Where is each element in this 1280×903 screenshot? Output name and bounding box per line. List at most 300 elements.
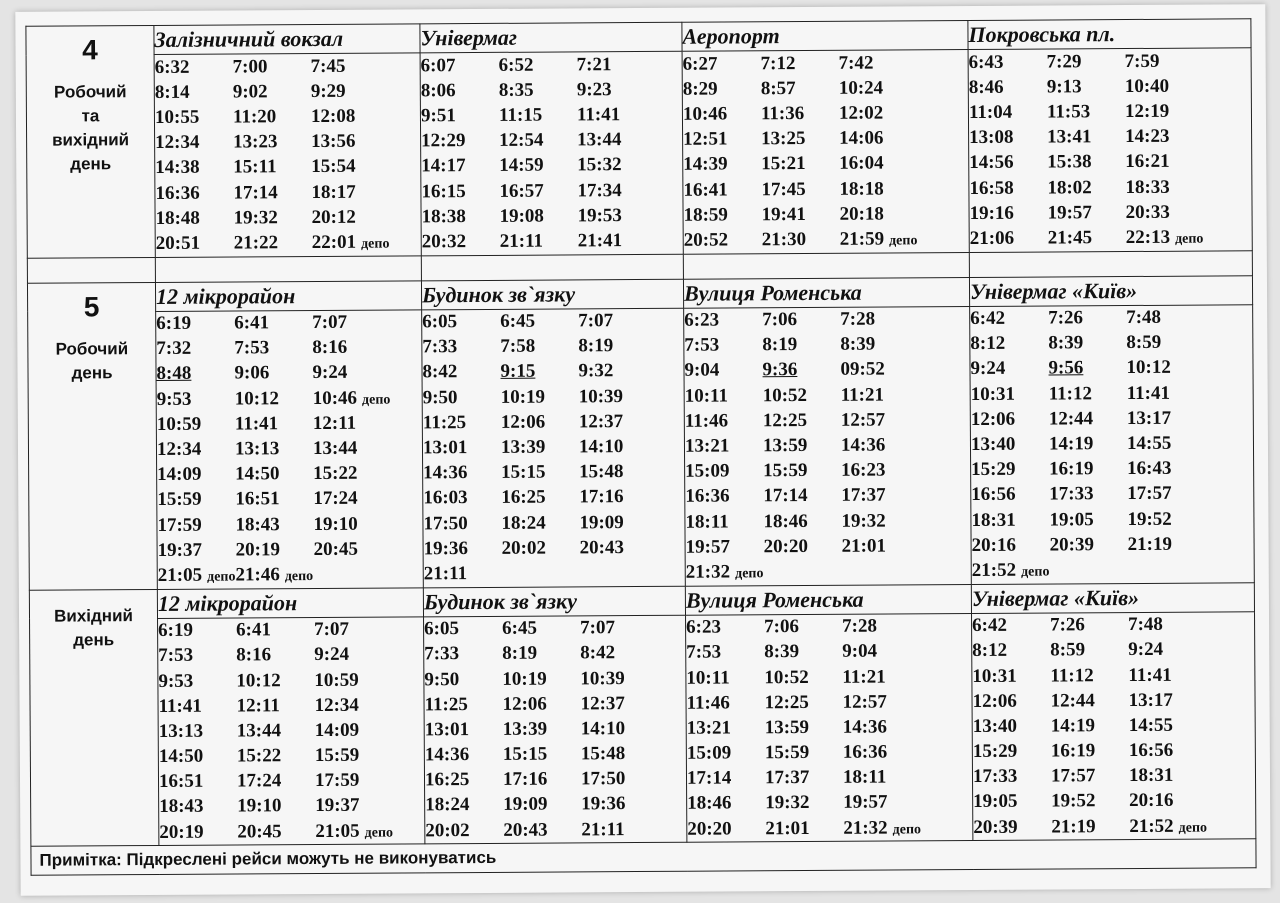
departure-time: 9:36 (762, 359, 798, 381)
departure-time: 12:06 (970, 408, 1016, 430)
departure-time: 17:59 (157, 514, 202, 536)
departure-time: 12:29 (421, 130, 466, 152)
departure-time: 9:24 (1128, 639, 1164, 661)
departure-time: 11:21 (840, 384, 885, 406)
departure-time: 8:46 (968, 76, 1004, 98)
departure-time: 19:10 (313, 513, 358, 535)
departure-time: 18:46 (763, 510, 808, 532)
stop-name: Вулиця Роменська (683, 277, 969, 308)
time-row (685, 458, 970, 485)
departure-time: 18:11 (685, 511, 729, 533)
departure-time: 8:16 (312, 337, 348, 359)
time-row (156, 204, 421, 231)
departure-time: 13:21 (686, 717, 732, 739)
departure-time: 7:42 (838, 52, 874, 74)
departure-time: 13:44 (577, 129, 622, 151)
time-row (421, 102, 682, 129)
time-row (424, 535, 685, 562)
departure-time: 9:53 (156, 388, 192, 410)
departure-time: 15:29 (971, 458, 1016, 481)
time-row (683, 50, 968, 77)
route-number: 5 (83, 290, 100, 322)
departure-time: 11:53 (1046, 101, 1091, 123)
departure-times (682, 50, 969, 254)
departure-time: 13:40 (970, 433, 1016, 456)
departure-time: 18:31 (1128, 765, 1174, 787)
departure-time: 7:53 (234, 337, 270, 359)
time-row (423, 485, 684, 512)
departure-time: 18:38 (421, 205, 466, 228)
departure-time: 10:59 (314, 669, 359, 691)
departure-time: 11:12 (1048, 382, 1093, 405)
departure-time: 7:48 (1128, 613, 1163, 636)
depot-mark: депо (1021, 564, 1050, 580)
time-row (421, 203, 682, 230)
departure-time: 12:02 (838, 102, 884, 124)
stop-name: Залізничний вокзал (154, 24, 420, 55)
departure-time: 16:56 (1128, 739, 1174, 762)
departure-time: 19:37 (157, 539, 202, 561)
departure-time: 11:46 (684, 410, 729, 432)
route-number (30, 598, 157, 599)
departure-time: 12:19 (1124, 100, 1170, 123)
departure-time: 7:00 (232, 55, 268, 78)
departure-time: 6:43 (968, 51, 1004, 73)
time-row (422, 308, 683, 335)
departure-time: 11:04 (968, 101, 1013, 123)
departure-time: 11:12 (1050, 664, 1094, 687)
departure-time: 13:44 (236, 720, 282, 742)
departure-time: 14:56 (969, 152, 1014, 174)
note-row (31, 839, 1256, 875)
departure-time: 11:25 (422, 411, 467, 434)
departure-time: 19:05 (973, 791, 1018, 813)
time-row (686, 689, 971, 716)
departure-time: 21:45 (1047, 227, 1093, 249)
time-row (156, 310, 421, 337)
depot-mark: депо (207, 569, 236, 585)
time-row (423, 510, 684, 537)
time-row (970, 305, 1252, 332)
departure-time: 13:44 (312, 437, 358, 460)
depot-mark: депо (361, 236, 390, 252)
departure-time: 20:02 (501, 537, 546, 559)
spacer-cell (155, 255, 421, 282)
departure-time: 18:18 (839, 178, 884, 200)
departure-time: 19:05 (1049, 508, 1094, 531)
departure-time: 6:42 (972, 614, 1007, 637)
departure-time: 7:33 (422, 336, 458, 358)
departure-time: 6:41 (236, 619, 271, 641)
time-row (686, 639, 971, 666)
time-row (424, 640, 685, 667)
departure-time: 19:32 (765, 792, 810, 814)
departure-time: 11:41 (158, 695, 202, 717)
departure-time: 10:12 (1126, 357, 1171, 379)
departure-time: 8:39 (1048, 332, 1084, 354)
time-row (970, 355, 1252, 382)
time-row (425, 792, 686, 819)
stop-name: Універмаг «Київ» (969, 275, 1252, 306)
time-row (970, 225, 1252, 252)
departure-time: 9:24 (970, 358, 1006, 380)
stop-name: Будинок зв`язку (423, 586, 685, 617)
departure-time: 13:01 (422, 437, 468, 459)
departure-times (420, 51, 683, 255)
schedule-paper (15, 4, 1270, 896)
departure-times (684, 306, 972, 586)
departure-time: 7:26 (1048, 307, 1084, 329)
departure-time: 21:22 (233, 232, 279, 254)
departure-time: 8:59 (1050, 639, 1086, 661)
departure-time: 18:17 (311, 181, 356, 203)
time-row (422, 333, 683, 360)
time-row (425, 766, 686, 793)
departure-time: 20:33 (1125, 201, 1170, 223)
stop-name: 12 мікрорайон (157, 587, 423, 618)
departure-time: 21:01 (841, 535, 886, 557)
departure-time: 7:28 (842, 615, 877, 637)
time-row (425, 817, 686, 844)
departure-time: 14:50 (235, 463, 280, 485)
departure-time: 15:22 (313, 462, 358, 485)
departure-time: 10:40 (1124, 75, 1170, 97)
departure-time: 6:23 (686, 616, 721, 638)
departure-times (422, 308, 686, 588)
time-row (973, 813, 1255, 840)
departure-time: 8:16 (236, 644, 272, 666)
departure-time: 7:45 (310, 55, 346, 77)
departure-time: 17:14 (686, 767, 732, 790)
departure-time: 21:52 депо (971, 559, 1050, 581)
departure-time: 9:50 (424, 668, 460, 690)
departure-time: 8:19 (578, 335, 614, 357)
departure-time: 17:33 (972, 766, 1018, 788)
spacer-cell (969, 250, 1252, 277)
spacer-cell (683, 252, 969, 279)
time-row (421, 178, 682, 205)
depot-mark: депо (361, 392, 391, 408)
time-row (157, 385, 422, 412)
departure-time: 6:19 (158, 619, 193, 642)
departure-time: 12:08 (310, 105, 356, 127)
departure-time: 19:57 (685, 536, 730, 558)
time-row (685, 407, 970, 434)
departure-time: 6:45 (502, 617, 537, 640)
day-type (27, 80, 155, 177)
times-row (30, 611, 1256, 846)
departure-time: 21:32 депо (843, 817, 922, 839)
departure-time: 6:41 (234, 312, 270, 334)
departure-time: 7:32 (156, 338, 192, 360)
departure-time: 7:07 (314, 618, 349, 641)
time-row (421, 153, 682, 180)
departure-time: 20:20 (763, 535, 808, 558)
departure-time: 19:08 (499, 205, 544, 227)
times-row (26, 48, 1252, 258)
stop-name: Аеропорт (682, 21, 968, 52)
departure-time: 13:13 (234, 438, 280, 460)
day-type-word: вихідний (52, 130, 130, 150)
departure-time: 9:32 (578, 360, 614, 382)
departure-time: 6:07 (420, 54, 456, 76)
time-row (684, 226, 969, 253)
route-cell (27, 282, 157, 590)
departure-time: 20:45 (313, 538, 358, 560)
departure-time: 14:19 (1048, 433, 1094, 455)
time-row (425, 716, 686, 743)
departure-time: 8:48 (156, 363, 192, 385)
departure-time: 11:46 (686, 692, 730, 714)
time-row (158, 537, 423, 564)
day-type-word: день (70, 154, 112, 174)
departure-time: 12:34 (314, 694, 359, 716)
time-row (155, 179, 420, 206)
departure-time: 8:06 (420, 79, 456, 102)
time-row (686, 558, 971, 585)
departure-time: 9:02 (232, 81, 268, 103)
day-type-word: Робочий (53, 82, 127, 102)
departure-time: 14:17 (421, 155, 466, 177)
time-row (683, 126, 968, 153)
departure-time: 10:52 (764, 666, 809, 688)
departure-time: 13:39 (500, 436, 546, 458)
time-row (157, 486, 422, 513)
departure-time: 9:24 (314, 644, 350, 666)
departure-time: 7:26 (1050, 614, 1085, 636)
departure-time: 8:14 (154, 81, 190, 103)
departure-time: 10:31 (972, 665, 1017, 687)
departure-time: 16:19 (1050, 740, 1096, 762)
departure-time: 17:24 (313, 488, 358, 510)
time-row (683, 75, 968, 102)
time-row (155, 53, 420, 80)
departure-time: 8:19 (762, 334, 798, 356)
time-row (969, 149, 1251, 176)
time-row (683, 151, 968, 178)
depot-mark: депо (284, 568, 314, 585)
departure-time: 14:36 (842, 716, 888, 738)
departure-time: 13:40 (972, 715, 1018, 737)
departure-time: 15:15 (502, 743, 548, 765)
departure-time: 14:55 (1126, 432, 1172, 455)
departure-time: 18:43 (235, 513, 280, 536)
departure-time: 10:55 (154, 106, 200, 128)
departure-time: 14:39 (683, 153, 728, 176)
departure-time: 20:39 (973, 816, 1018, 838)
time-row (156, 335, 421, 362)
departure-times (972, 611, 1256, 840)
departure-time: 14:38 (155, 157, 200, 179)
departure-time: 20:39 (1049, 534, 1094, 556)
departure-time: 19:32 (841, 510, 886, 532)
time-row (684, 307, 969, 334)
departure-time: 16:51 (158, 770, 204, 793)
departure-time: 19:09 (503, 794, 548, 816)
departure-time: 14:09 (157, 463, 202, 486)
departure-time: 20:43 (579, 536, 624, 559)
departure-time: 16:41 (683, 179, 728, 201)
time-row (971, 456, 1253, 483)
departure-time: 12:57 (840, 409, 886, 431)
departure-time: 12:37 (578, 410, 624, 433)
stop-name: 12 мікрорайон (155, 280, 421, 311)
departure-time: 12:44 (1048, 408, 1094, 430)
departure-time: 21:32 депо (685, 561, 764, 583)
departure-time: 16:56 (971, 484, 1016, 506)
departure-time: 15:09 (686, 742, 732, 764)
departure-time: 7:06 (762, 309, 798, 331)
time-row (423, 384, 684, 411)
time-row (684, 332, 969, 359)
departure-time: 10:46 (682, 103, 728, 125)
departure-time: 16:51 (235, 488, 280, 510)
departure-time: 9:51 (420, 105, 456, 127)
day-type-word: день (71, 362, 113, 382)
stop-name: Вулиця Роменська (685, 584, 971, 615)
time-row (424, 560, 685, 587)
departure-time: 17:37 (841, 484, 886, 507)
time-row (973, 738, 1255, 765)
departure-time: 21:11 (581, 818, 625, 841)
time-row (972, 687, 1254, 714)
departure-times (156, 309, 424, 589)
time-row (685, 382, 970, 409)
route-cell (26, 25, 155, 257)
departure-time: 16:57 (499, 180, 544, 202)
day-type-word: Вихідний (54, 605, 133, 626)
time-row (687, 790, 972, 817)
departure-time: 19:52 (1127, 508, 1172, 530)
departure-time: 15:59 (314, 744, 360, 767)
departure-time: 7:07 (312, 311, 348, 334)
departure-time: 20:18 (839, 203, 884, 225)
stop-name: Покровська пл. (968, 19, 1251, 50)
departure-time: 14:06 (839, 127, 884, 149)
departure-time: 11:41 (1126, 382, 1171, 404)
departure-time: 19:36 (423, 537, 468, 560)
departure-time: 12:25 (764, 691, 809, 713)
time-row (970, 330, 1252, 357)
departure-time: 6:32 (154, 56, 190, 78)
departure-time: 16:04 (839, 152, 884, 175)
time-row (972, 612, 1254, 639)
time-row (156, 230, 421, 257)
departure-time: 7:12 (760, 52, 796, 74)
time-row (156, 360, 421, 387)
departure-time: 11:20 (232, 106, 277, 128)
departure-time: 21:41 (577, 230, 623, 252)
departure-time: 11:41 (234, 413, 279, 435)
departure-times (154, 53, 421, 257)
time-row (683, 176, 968, 203)
time-row (969, 48, 1251, 75)
route-cell (29, 589, 159, 846)
departure-time: 16:03 (423, 487, 468, 509)
departure-time: 19:32 (233, 206, 278, 229)
route-number: 4 (82, 34, 98, 66)
departure-time: 6:19 (156, 312, 192, 335)
departure-time: 19:52 (1051, 790, 1096, 812)
time-row (686, 664, 971, 691)
time-row (155, 129, 420, 156)
departure-time: 19:09 (579, 511, 624, 533)
departure-time: 15:32 (577, 154, 622, 176)
departure-time: 21:11 (423, 563, 468, 585)
time-row (971, 431, 1253, 458)
time-row (157, 461, 422, 488)
departure-time: 15:54 (311, 156, 356, 178)
departure-time: 9:29 (310, 80, 346, 102)
departure-times (158, 616, 425, 845)
departure-time: 8:29 (682, 78, 718, 100)
day-type-word: Робочий (55, 338, 129, 359)
time-row (683, 100, 968, 127)
departure-time: 15:29 (972, 740, 1018, 763)
departure-time: 7:33 (424, 643, 460, 665)
departure-time: 15:59 (763, 460, 808, 482)
departure-time: 19:36 (581, 793, 626, 815)
departure-time: 17:50 (423, 512, 468, 534)
time-row (685, 483, 970, 510)
departure-time: 15:38 (1047, 151, 1092, 173)
departure-time: 7:07 (578, 310, 614, 332)
time-row (973, 788, 1255, 815)
day-type-word: день (73, 629, 115, 650)
departure-time: 19:10 (237, 795, 282, 817)
departure-time: 9:04 (842, 640, 878, 663)
departure-time: 15:22 (236, 745, 282, 767)
departure-time: 19:53 (577, 204, 622, 227)
departure-time: 9:53 (158, 670, 194, 692)
time-row (158, 667, 423, 694)
departure-times (968, 48, 1252, 252)
departure-time: 18:31 (971, 509, 1016, 531)
departure-time: 21:19 (1127, 533, 1172, 555)
departure-time: 8:35 (498, 79, 534, 101)
departure-time: 15:48 (580, 743, 626, 765)
departure-time: 17:16 (502, 768, 548, 791)
time-row (687, 739, 972, 766)
departure-time: 8:12 (970, 333, 1006, 355)
depot-mark: депо (889, 233, 918, 249)
departure-time: 9:15 (500, 361, 536, 383)
time-row (423, 434, 684, 461)
departure-time: 20:45 (237, 820, 282, 843)
time-row (971, 406, 1253, 433)
departure-time: 10:24 (838, 77, 884, 99)
departure-time: 14:36 (840, 434, 886, 456)
time-row (159, 743, 424, 770)
departure-time: 20:16 (971, 534, 1016, 556)
departure-time: 18:33 (1125, 176, 1170, 198)
departure-time: 7:58 (500, 335, 536, 358)
departure-time: 13:39 (502, 718, 548, 740)
departure-time: 9:13 (1046, 76, 1082, 98)
departure-time: 20:43 (503, 819, 548, 841)
departure-time: 8:12 (972, 640, 1008, 662)
departure-time: 13:59 (762, 435, 808, 457)
departure-time: 9:24 (312, 362, 348, 384)
time-row (686, 614, 971, 641)
departure-time: 11:15 (498, 104, 543, 126)
departure-time: 21:01 (765, 817, 810, 839)
departure-time: 17:24 (236, 770, 282, 792)
departure-time: 10:46 депо (312, 387, 391, 409)
time-row (424, 666, 685, 693)
departure-time: 7:59 (1124, 50, 1160, 72)
departure-time: 15:21 (761, 153, 806, 175)
